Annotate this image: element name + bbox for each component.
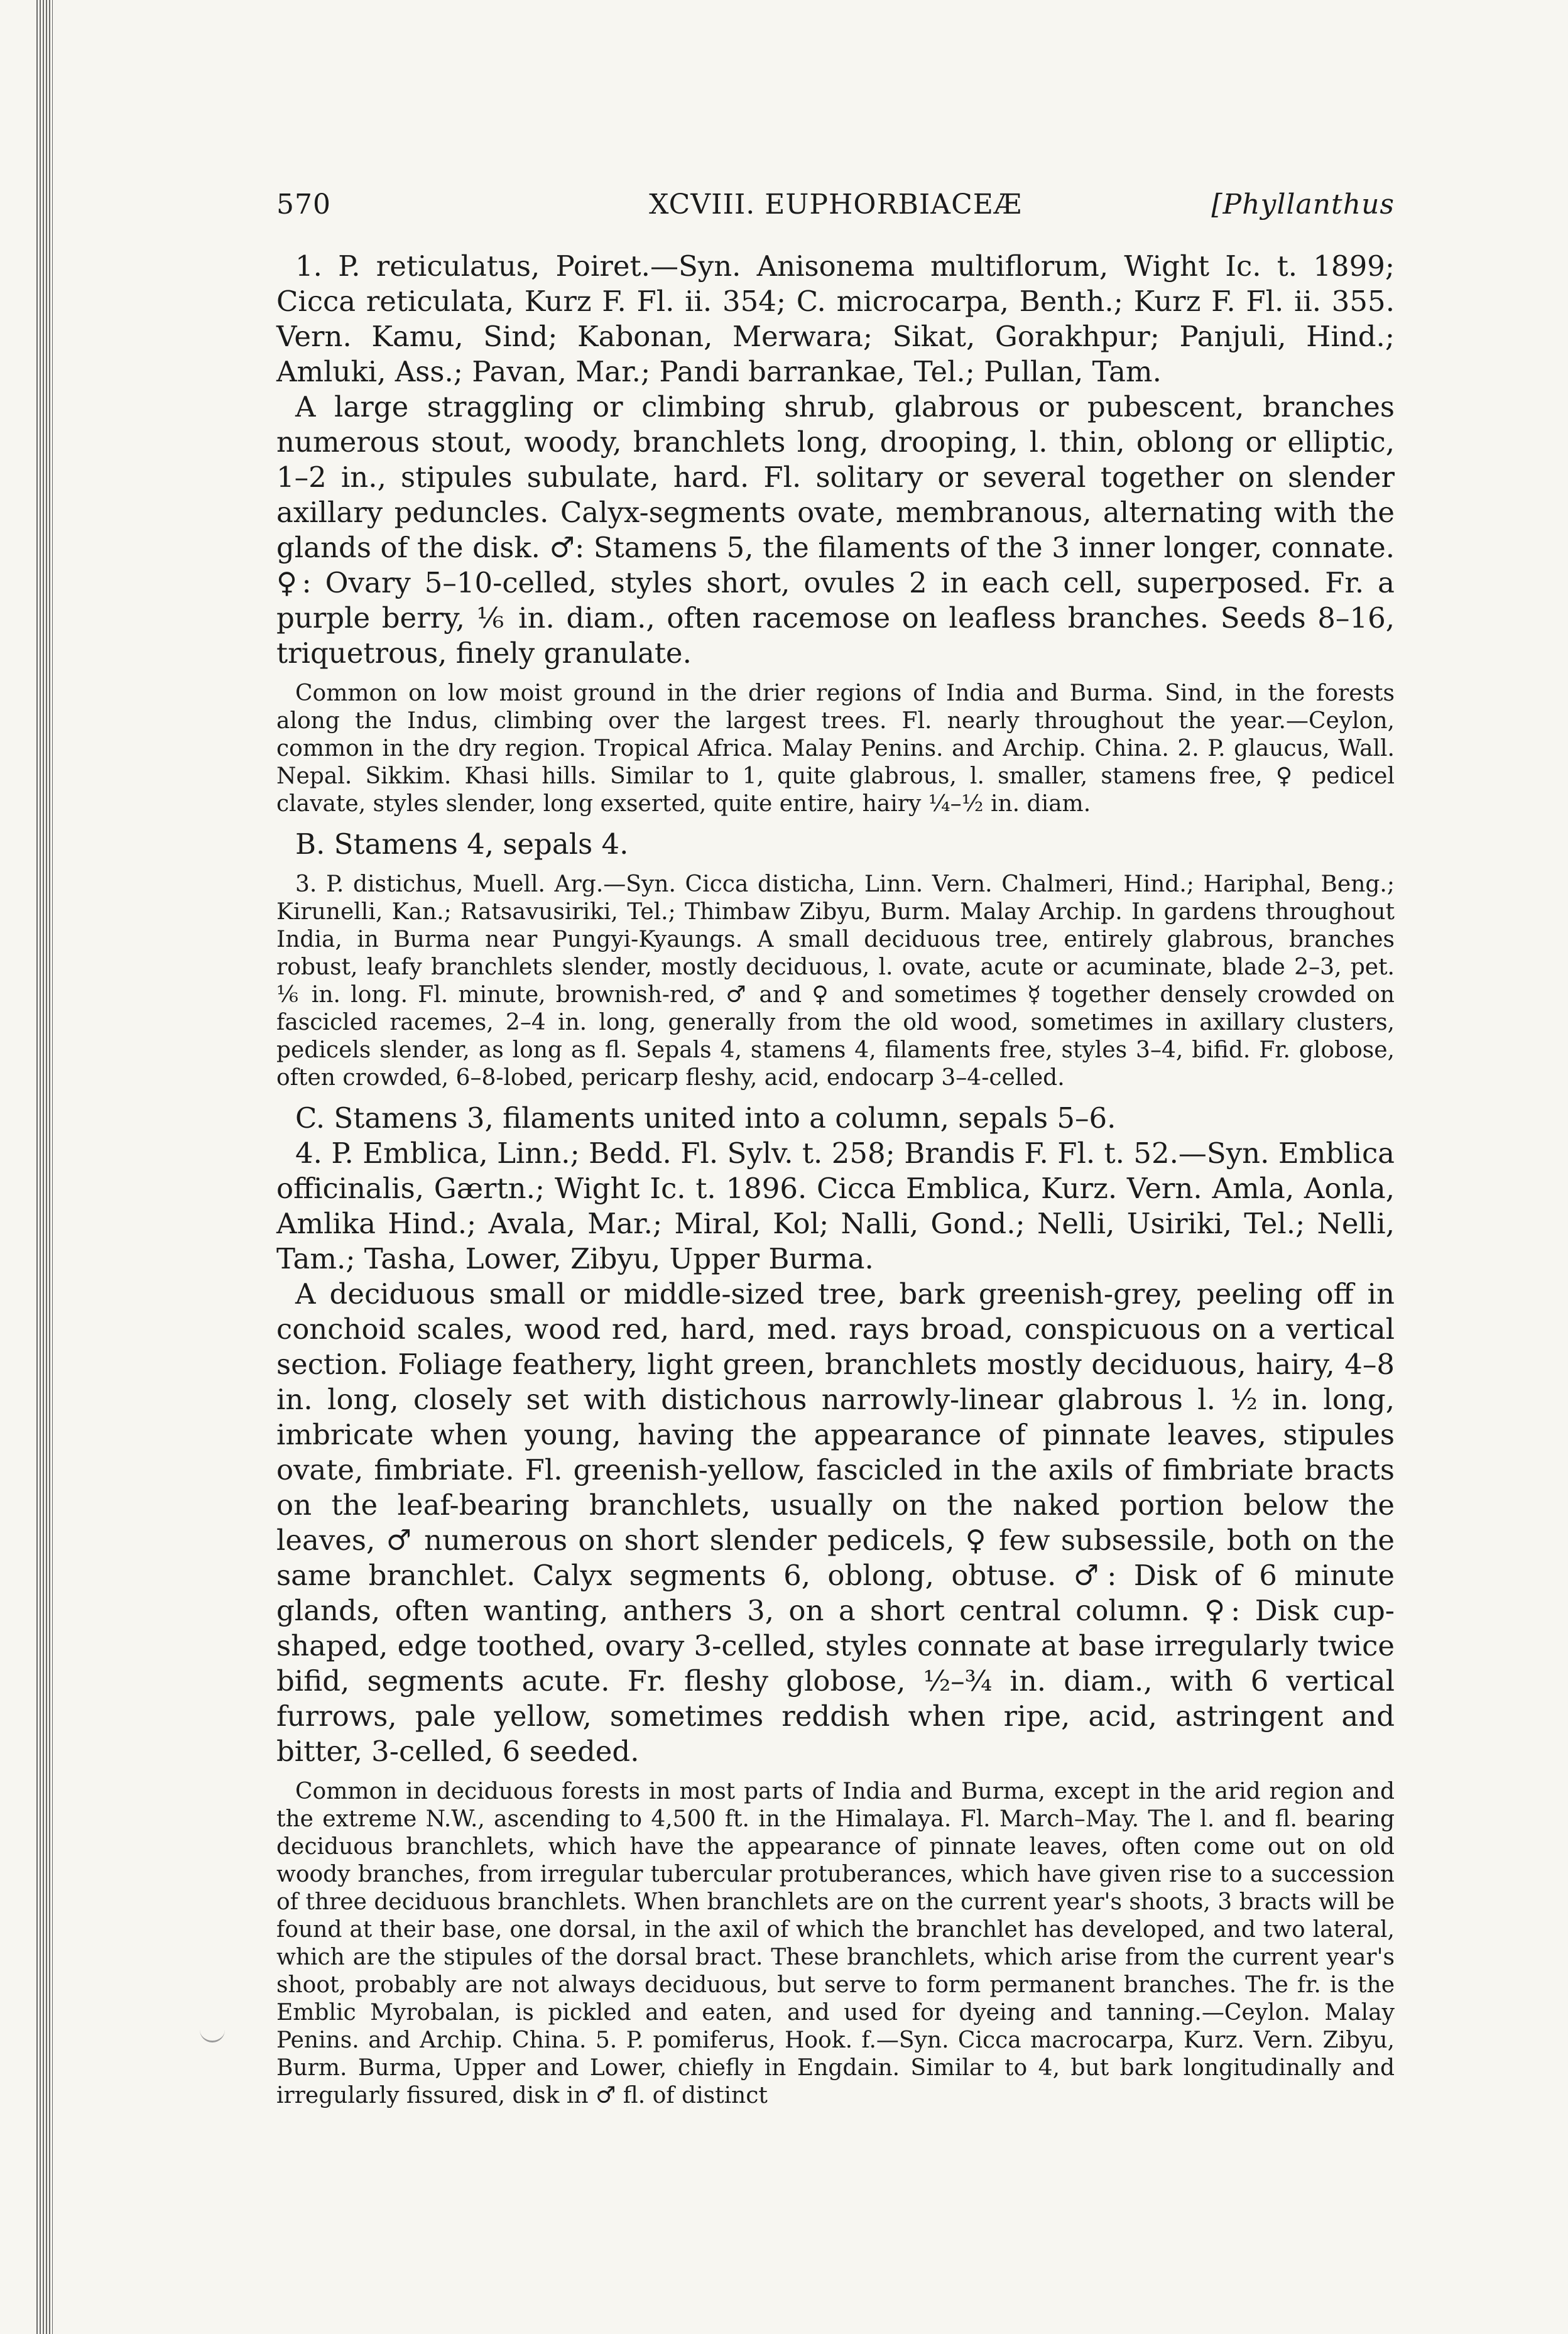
- species-1-distribution-note: Common on low moist ground in the drier regions of India and Burma. Sind, in the forests along the Indus, climbing over the largest trees. Fl. nearly throughout the year.—Ceylon, common in the dry region. Tropical Africa. Malay Penins. and Archip. China. 2. P. glaucus, Wall. Nepal. Sikkim. Khasi hills. Similar to 1, quite glabrous, l. smaller, stamens free, ♀ pedicel clavate, styles slender, long exserted, quite entire, hairy ¼–½ in. diam.: [276, 680, 1395, 817]
- species-3-note: 3. P. distichus, Muell. Arg.—Syn. Cicca disticha, Linn. Vern. Chalmeri, Hind.; Hariphal, Beng.; Kirunelli, Kan.; Ratsavusiriki, Tel.; Thimbaw Zibyu, Burm. Malay Archip. In gardens throughout India, in Burma near Pungyi-Kyaungs. A small deciduous tree, entirely glabrous, branches robust, leafy branchlets slender, mostly deciduous, l. ovate, acute or acuminate, blade 2–3, pet. ⅙ in. long. Fl. minute, brownish-red, ♂ and ♀ and sometimes ☿ together densely crowded on fascicled racemes, 2–4 in. long, generally from the old wood, sometimes in axillary clusters, pedicels slender, as long as fl. Sepals 4, stamens 4, filaments free, styles 3–4, bifid. Fr. globose, often crowded, 6–8-lobed, pericarp fleshy, acid, endocarp 3–4-celled.: [276, 871, 1395, 1091]
- species-4-distribution-note: Common in deciduous forests in most parts of India and Burma, except in the arid region and the extreme N.W., ascending to 4,500 ft. in the Himalaya. Fl. March–May. The l. and fl. bearing deciduous branchlets, which have the appearance of pinnate leaves, often come out on old woody branches, from irregular tubercular protuberances, which have given rise to a succession of three deciduous branchlets. When branchlets are on the current year's shoots, 3 bracts will be found at their base, one dorsal, in the axil of which the branchlet has developed, and two lateral, which are the stipules of the dorsal bract. These branchlets, which arise from the current year's shoot, probably are not always deciduous, but serve to form permanent branches. The fr. is the Emblic Myrobalan, is pickled and eaten, and used for dyeing and tanning.—Ceylon. Malay Penins. and Archip. China. 5. P. pomiferus, Hook. f.—Syn. Cicca macrocarpa, Kurz. Vern. Zibyu, Burm. Burma, Upper and Lower, chiefly in Engdain. Similar to 4, but bark longitudinally and irregularly fissured, disk in ♂ fl. of distinct: [276, 1779, 1395, 2108]
- species-1-description: A large straggling or climbing shrub, glabrous or pubescent, branches numerous stout, woody, branchlets long, drooping, l. thin, oblong or elliptic, 1–2 in., stipules subulate, hard. Fl. solitary or several together on slender axillary peduncles. Calyx-segments ovate, membranous, alternating with the glands of the disk. ♂: Stamens 5, the filaments of the 3 inner longer, connate. ♀: Ovary 5–10-celled, styles short, ovules 2 in each cell, superposed. Fr. a purple berry, ⅙ in. diam., often racemose on leafless branches. Seeds 8–16, triquetrous, finely granulate.: [276, 390, 1395, 670]
- margin-mark: [200, 2028, 225, 2042]
- book-binding-edge: [36, 0, 53, 2334]
- running-header: [276, 183, 1395, 234]
- running-title: XCVIII. EUPHORBIACEÆ: [649, 188, 1022, 221]
- page-body: [276, 183, 1395, 2110]
- species-4-description: A deciduous small or middle-sized tree, bark greenish-grey, peeling off in conchoid scales, wood red, hard, med. rays broad, conspicuous on a vertical section. Foliage feathery, light green, branchlets mostly deciduous, hairy, 4–8 in. long, closely set with distichous narrowly-linear glabrous l. ½ in. long, imbricate when young, having the appearance of pinnate leaves, stipules ovate, fimbriate. Fl. greenish-yellow, fascicled in the axils of fimbriate bracts on the leaf-bearing branchlets, usually on the naked portion below the leaves, ♂ numerous on short slender pedicels, ♀ few subsessile, both on the same branchlet. Calyx segments 6, oblong, obtuse. ♂: Disk of 6 minute glands, often wanting, anthers 3, on a short central column. ♀: Disk cup-shaped, edge toothed, ovary 3-celled, styles connate at base irregularly twice bifid, segments acute. Fr. fleshy globose, ½–¾ in. diam., with 6 vertical furrows, pale yellow, sometimes reddish when ripe, acid, astringent and bitter, 3-celled, 6 seeded.: [276, 1277, 1395, 1768]
- section-b-heading: B. Stamens 4, sepals 4.: [295, 827, 629, 861]
- species-1-synonyms: 1. P. reticulatus, Poiret.—Syn. Anisonema multiflorum, Wight Ic. t. 1899; Cicca reticulata, Kurz F. Fl. ii. 354; C. microcarpa, Benth.; Kurz F. Fl. ii. 355. Vern. Kamu, Sind; Kabonan, Merwara; Sikat, Gorakhpur; Panjuli, Hind.; Amluki, Ass.; Pavan, Mar.; Pandi barrankae, Tel.; Pullan, Tam.: [276, 249, 1395, 388]
- section-c-heading: C. Stamens 3, filaments united into a column, sepals 5–6.: [295, 1101, 1116, 1135]
- page-number: 570: [276, 188, 331, 221]
- species-4-synonyms: 4. P. Emblica, Linn.; Bedd. Fl. Sylv. t. 258; Brandis F. Fl. t. 52.—Syn. Emblica officinalis, Gærtn.; Wight Ic. t. 1896. Cicca Emblica, Kurz. Vern. Amla, Aonla, Amlika Hind.; Avala, Mar.; Miral, Kol; Nalli, Gond.; Nelli, Usiriki, Tel.; Nelli, Tam.; Tasha, Lower, Zibyu, Upper Burma.: [276, 1137, 1395, 1275]
- running-genus: [Phyllanthus: [1211, 188, 1395, 221]
